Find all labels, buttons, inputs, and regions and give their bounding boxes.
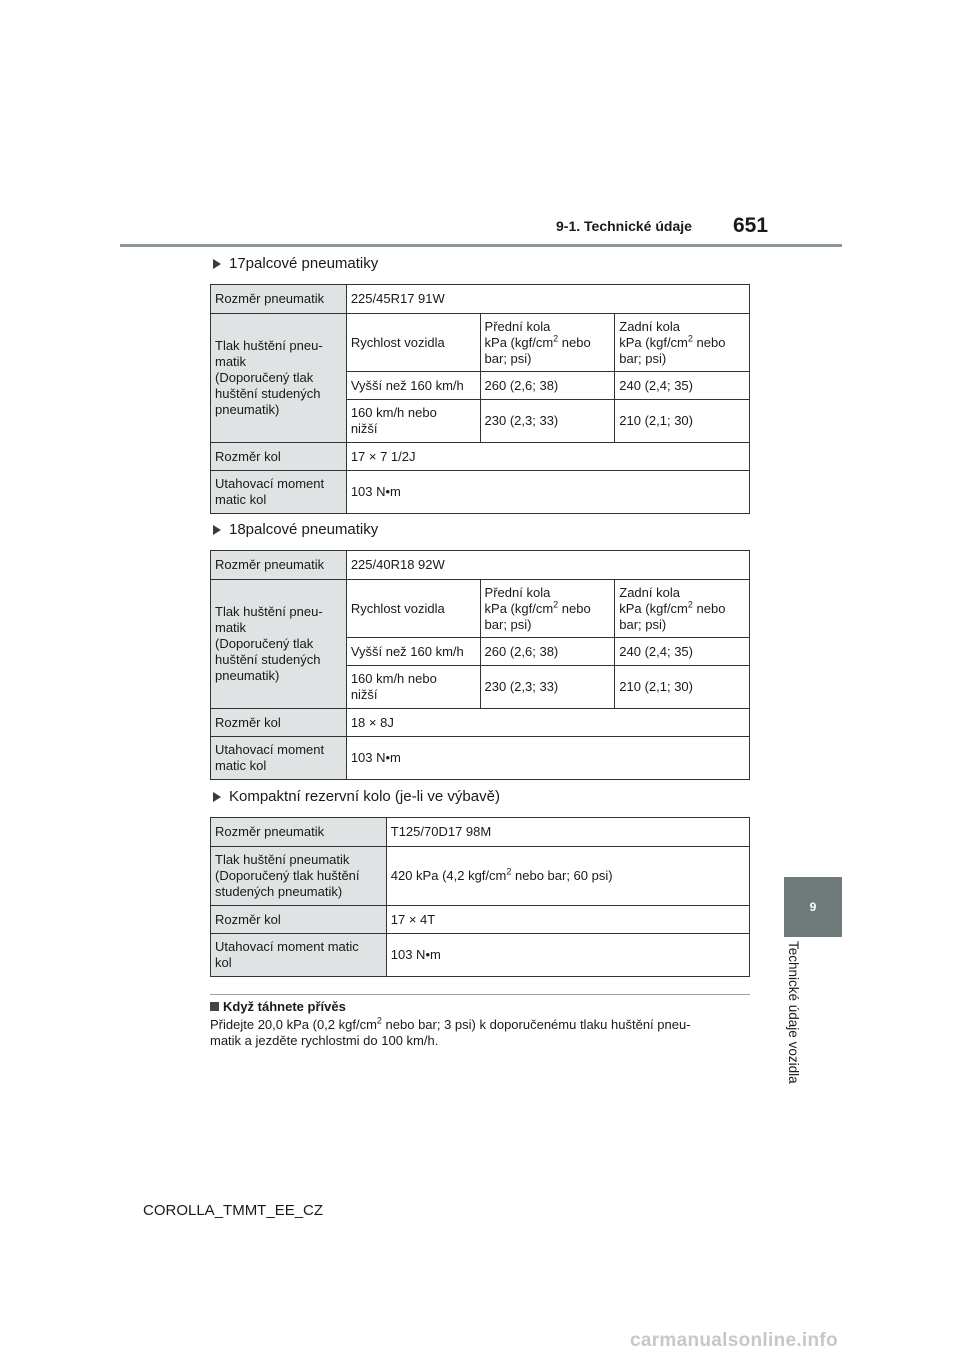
torque-label: Utahovací moment matic kol: [211, 471, 347, 514]
rear-header: Zadní kola kPa ($kgf/cm^2$ nebo bar; psi): [615, 580, 750, 638]
table-row: [211, 847, 750, 906]
rear-header: Zadní kola kPa ($kgf/cm^2$ nebo bar; psi): [615, 314, 750, 372]
front-header: Přední kola kPa ($kgf/cm^2$ nebo bar; psi): [480, 314, 615, 372]
tire-size-value: 225/45R17 91W: [346, 285, 749, 314]
torque-label: Utahovací moment matic kol: [211, 934, 387, 977]
table-row: [211, 285, 750, 314]
wheel-size-label: Rozměr kol: [211, 709, 347, 737]
pressure-value: 420 kPa (4,2 kgf/$cm^2$ nebo bar; 60 psi): [386, 847, 749, 906]
note-divider: [210, 994, 750, 995]
chapter-title-vertical: Technické údaje vozidla: [786, 941, 801, 1084]
torque-value: 103 N•m: [386, 934, 749, 977]
table-row: [211, 818, 750, 847]
wheel-size-value: 17 × 7 1/2J: [346, 443, 749, 471]
speed-cell: 160 km/h nebo nižší: [346, 400, 480, 443]
rear-pressure-cell: 210 (2,1; 30): [615, 666, 750, 709]
speed-header: Rychlost vozidla: [346, 580, 480, 638]
rear-pressure-cell: 210 (2,1; 30): [615, 400, 750, 443]
table-row: [211, 551, 750, 580]
wheel-size-value: 18 × 8J: [346, 709, 749, 737]
section-heading-17: [213, 255, 378, 272]
table-row: [211, 314, 750, 372]
section-heading-spare: [213, 788, 500, 805]
chapter-tab: [784, 877, 842, 937]
wheel-size-label: Rozměr kol: [211, 443, 347, 471]
torque-value: 103 N•m: [346, 471, 749, 514]
speed-header: Rychlost vozidla: [346, 314, 480, 372]
spare-tire-spec-table: [210, 817, 750, 977]
page-number: 651: [733, 214, 769, 237]
pressure-label: Tlak huštění pneumatik (Doporučený tlak huštění studených pneumatik): [211, 847, 387, 906]
table-row: [211, 443, 750, 471]
wheel-size-label: Rozměr kol: [211, 906, 387, 934]
torque-label: Utahovací moment matic kol: [211, 737, 347, 780]
front-pressure-cell: 230 (2,3; 33): [480, 400, 615, 443]
pressure-label: Tlak huštění pneu- matik (Doporučený tlak huštění studených pneumatik): [211, 314, 347, 443]
tire-size-label: Rozměr pneumatik: [211, 551, 347, 580]
pressure-label: Tlak huštění pneu- matik (Doporučený tlak huštění studených pneumatik): [211, 580, 347, 709]
heading-text: 17palcové pneumatiky: [229, 255, 379, 272]
arrow-right-icon: [213, 259, 221, 269]
tire-size-value: T125/70D17 98M: [386, 818, 749, 847]
table-row: [211, 737, 750, 780]
arrow-right-icon: [213, 525, 221, 535]
tire-size-label: Rozměr pneumatik: [211, 285, 347, 314]
front-pressure-cell: 260 (2,6; 38): [480, 638, 615, 666]
front-pressure-cell: 230 (2,3; 33): [480, 666, 615, 709]
note-body: Přidejte 20,0 kPa (0,2 kgf/$cm^2$ nebo bar; 3 psi) k doporučenému tlaku huštění pneu- matik a jezděte rychlostmi do 100 km/h.: [210, 1015, 691, 1048]
watermark: carmanualsonline.info: [630, 1330, 838, 1351]
chapter-number: 9: [809, 900, 817, 914]
tire-size-value: 225/40R18 92W: [346, 551, 749, 580]
tire-spec-table-18: [210, 550, 750, 780]
table-row: [211, 906, 750, 934]
note-title: Když táhnete přívěs: [210, 999, 346, 1014]
rear-pressure-cell: 240 (2,4; 35): [615, 638, 750, 666]
heading-text: Kompaktní rezervní kolo (je-li ve výbavě): [229, 788, 500, 805]
speed-cell: Vyšší než 160 km/h: [346, 372, 480, 400]
header-divider: [120, 244, 842, 247]
front-header: Přední kola kPa ($kgf/cm^2$ nebo bar; psi): [480, 580, 615, 638]
section-heading-18: [213, 521, 378, 538]
arrow-right-icon: [213, 792, 221, 802]
tire-size-label: Rozměr pneumatik: [211, 818, 387, 847]
torque-value: 103 N•m: [346, 737, 749, 780]
table-row: [211, 709, 750, 737]
tire-spec-table-17: [210, 284, 750, 514]
section-title: 9-1. Technické údaje: [556, 218, 692, 234]
footer-model-code: COROLLA_TMMT_EE_CZ: [143, 1202, 324, 1219]
table-row: [211, 580, 750, 638]
table-row: [211, 471, 750, 514]
front-pressure-cell: 260 (2,6; 38): [480, 372, 615, 400]
table-row: [211, 934, 750, 977]
speed-cell: 160 km/h nebo nižší: [346, 666, 480, 709]
rear-pressure-cell: 240 (2,4; 35): [615, 372, 750, 400]
speed-cell: Vyšší než 160 km/h: [346, 638, 480, 666]
square-bullet-icon: [210, 1002, 219, 1011]
heading-text: 18palcové pneumatiky: [229, 521, 379, 538]
wheel-size-value: 17 × 4T: [386, 906, 749, 934]
